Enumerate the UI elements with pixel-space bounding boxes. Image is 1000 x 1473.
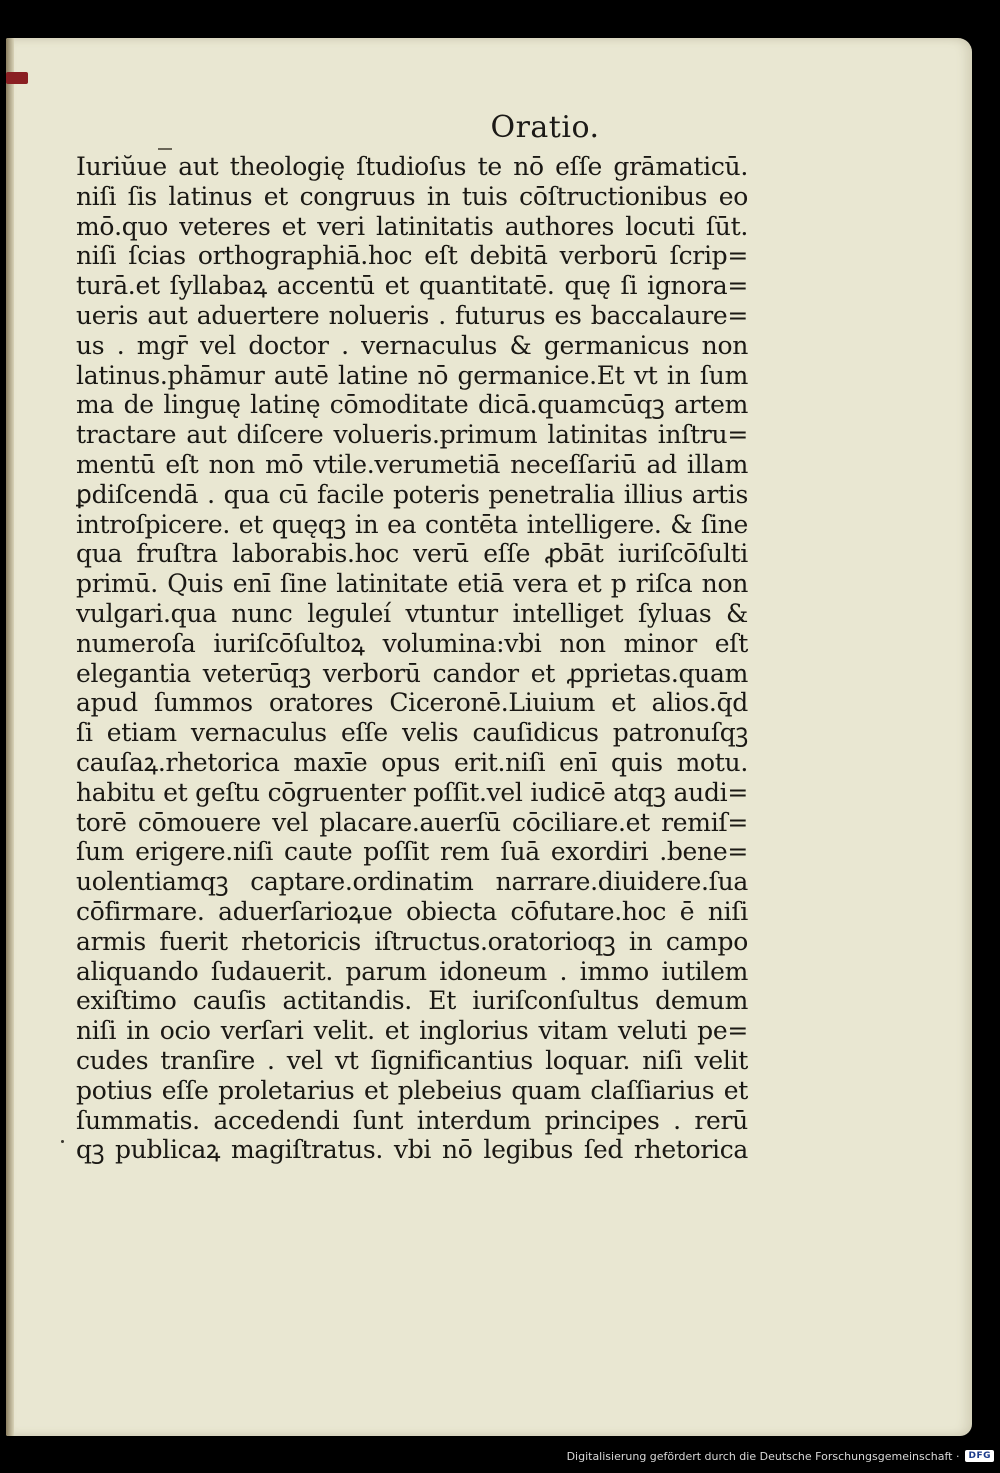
text-line: niſi in ocio verſari velit. et inglorius vitam veluti pe= xyxy=(76,1016,748,1046)
text-line: us . mgr̄ vel doctor . vernaculus & germanicus non xyxy=(76,330,748,360)
text-line: cōfirmare. aduerſarioꝝue obiecta cōfutare.hoc ē niſi xyxy=(76,896,748,926)
text-line: exiſtimo cauſis actitandis. Et iuriſconſultus demum xyxy=(76,986,748,1016)
text-line: apud ſummos oratores Ciceronē.Liuium et alios.q̄d xyxy=(76,688,748,718)
text-line: ſi etiam vernaculus eſſe velis cauſidicus patronuſqꝫ xyxy=(76,718,748,748)
text-line: qꝫ publicaꝝ magiſtratus. vbi nō legibus ſed rhetorica xyxy=(76,1135,748,1165)
text-line: qua fruſtra laborabis.hoc verū eſſe ꝓbāt iuriſcōſulti xyxy=(76,539,748,569)
text-line: elegantia veterūqꝫ verborū candor et ꝓprietas.quam xyxy=(76,658,748,688)
footer-credit-text: Digitalisierung gefördert durch die Deutsche Forschungsgemeinschaft · xyxy=(566,1449,960,1463)
text-line: uolentiamqꝫ captare.ordinatim narrare.diuidere.ſua xyxy=(76,867,748,897)
text-line: vulgari.qua nunc leguleí vtuntur intelliget ſyluas & xyxy=(76,598,748,628)
text-line: introſpicere. et quęqꝫ in ea contēta intelligere. & ſine xyxy=(76,509,748,539)
text-line: ꝑdiſcendā . qua cū facile poteris penetralia illius artis xyxy=(76,479,748,509)
text-line: aliquando ſudauerit. parum idoneum . immo iutilem xyxy=(76,956,748,986)
text-line: numeroſa iuriſcōſultoꝝ volumina:vbi non minor eſt xyxy=(76,628,748,658)
text-line: tractare aut diſcere volueris.primum latinitas inſtru= xyxy=(76,420,748,450)
body-text xyxy=(76,152,748,1165)
footer-credit xyxy=(567,1447,994,1465)
text-line: habitu et geſtu cōgruenter poſſit.vel iudicē atqꝫ audi= xyxy=(76,777,748,807)
dfg-logo-icon: DFG xyxy=(965,1450,994,1462)
text-line: mō.quo veteres et veri latinitatis authores locuti ſūt. xyxy=(76,211,748,241)
text-line: ſum erigere.niſi caute poſſit rem ſuā exordiri .bene= xyxy=(76,837,748,867)
text-line: cudes tranſire . vel vt ſignificantius loquar. niſi velit xyxy=(76,1045,748,1075)
text-line: mentū eſt non mō vtile.verumetiā neceſſariū ad illam xyxy=(76,449,748,479)
text-line: niſi ſis latinus et congruus in tuis cōſtructionibus eo xyxy=(76,181,748,211)
page-binding-edge xyxy=(6,38,14,1436)
red-binding-mark xyxy=(6,72,28,84)
text-line: armis fuerit rhetoricis iſtructus.oratorioqꝫ in campo xyxy=(76,926,748,956)
ink-dash-mark xyxy=(158,148,172,150)
text-line: primū. Quis enī ſine latinitate etiā vera et p riſca non xyxy=(76,569,748,599)
text-line: ſummatis. accedendi ſunt interdum principes . rerū xyxy=(76,1105,748,1135)
text-line: potius eſſe proletarius et plebeius quam claſſiarius et xyxy=(76,1075,748,1105)
text-line: turā.et ſyllabaꝝ accentū et quantitatē. quę ſi ignora= xyxy=(76,271,748,301)
text-line: cauſaꝝ.rhetorica maxīe opus erit.niſi enī quis motu. xyxy=(76,747,748,777)
text-line: latinus.phāmur autē latine nō germanice.Et vt in ſum xyxy=(76,360,748,390)
text-line: Iuriŭue aut theologię ſtudioſus te nō eſſe grāmaticū. xyxy=(76,152,748,181)
text-line: ueris aut aduertere nolueris . futurus es baccalaure= xyxy=(76,300,748,330)
text-line: torē cōmouere vel placare.auerſū cōciliare.et remiſ= xyxy=(76,807,748,837)
ink-dot-mark xyxy=(61,1140,64,1143)
text-line: ma de linguę latinę cōmoditate dicā.quamcūqꝫ artem xyxy=(76,390,748,420)
text-line: niſi ſcias orthographiā.hoc eſt debitā verborū ſcrip= xyxy=(76,241,748,271)
running-head: Oratio. xyxy=(490,110,600,145)
